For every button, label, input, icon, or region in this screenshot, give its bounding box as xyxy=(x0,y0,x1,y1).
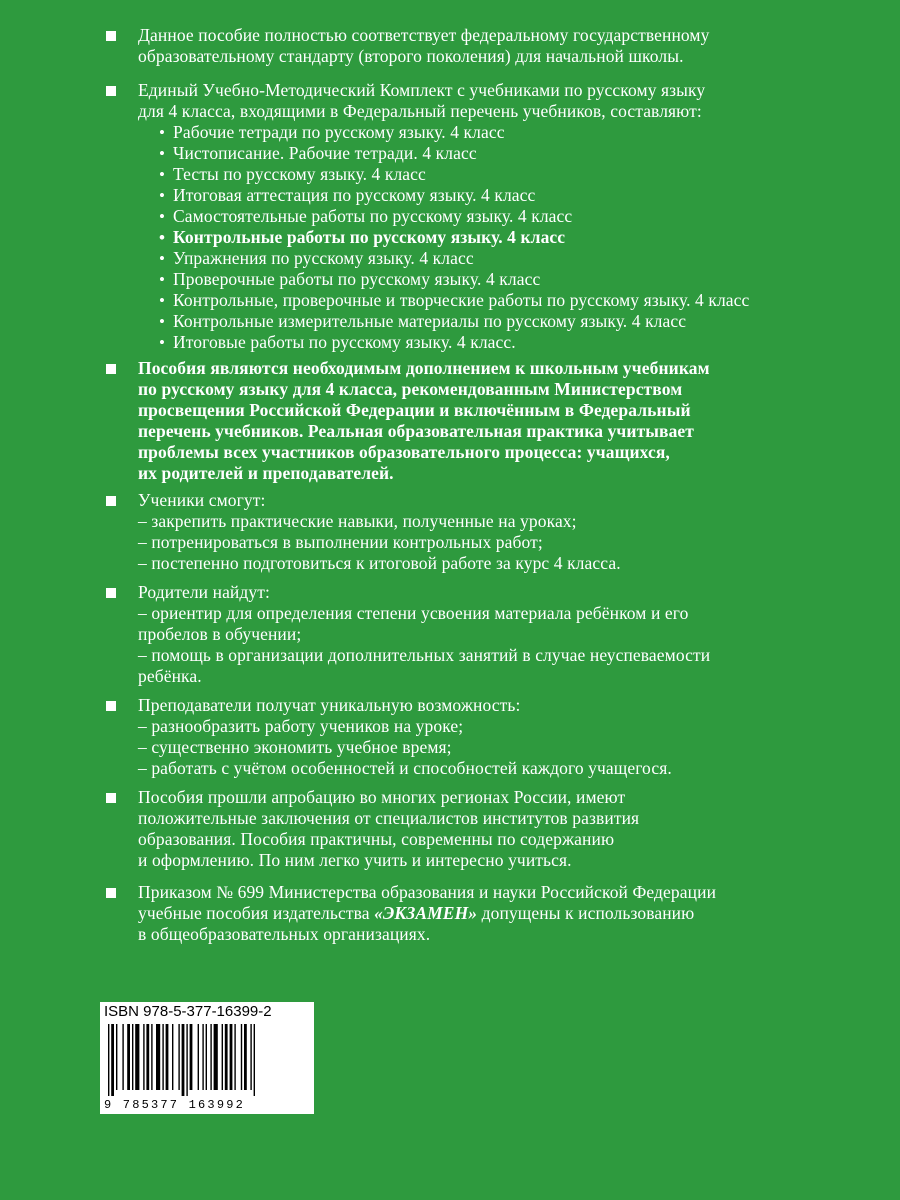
s3-line-6: их родителей и преподавателей. xyxy=(138,463,394,483)
bullet-dot: • xyxy=(159,249,166,268)
barcode-bar xyxy=(166,1024,169,1090)
list-item: • Упражнения по русскому языку. 4 класс xyxy=(159,248,474,268)
bullet-dot: • xyxy=(159,144,166,163)
s3-line-5: проблемы всех участников образовательного процесса: учащихся, xyxy=(138,442,670,462)
s7-line-2: положительные заключения от специалистов институтов развития xyxy=(138,808,640,828)
barcode-bar xyxy=(222,1024,223,1090)
s5-line-4: – помощь в организации дополнительных занятий в случае неуспеваемости xyxy=(138,645,711,665)
bullet-dot: • xyxy=(159,228,166,247)
barcode-bar xyxy=(178,1024,179,1090)
s6-line-3: – существенно экономить учебное время; xyxy=(138,737,452,757)
s5-line-2: – ориентир для определения степени усвоения материала ребёнком и его xyxy=(138,603,689,623)
bullet-square xyxy=(106,888,116,898)
s7-line-4: и оформлению. По ним легко учить и интересно учиться. xyxy=(138,850,572,870)
barcode-bar xyxy=(244,1024,247,1090)
bullet-dot: • xyxy=(159,291,166,310)
barcode-bar xyxy=(143,1024,144,1090)
bullet-dot: • xyxy=(159,312,166,331)
s4-line-3: – потренироваться в выполнении контрольных работ; xyxy=(138,532,543,552)
barcode-bar xyxy=(225,1024,228,1090)
barcode-bar xyxy=(202,1024,203,1090)
s2-intro-1: Единый Учебно-Методический Комплект с учебниками по русскому языку xyxy=(138,80,706,100)
s1-line-2: образовательному стандарту (второго поколения) для начальной школы. xyxy=(138,46,684,66)
s6-line-4: – работать с учётом особенностей и способностей каждого учащегося. xyxy=(138,758,672,778)
s6-line-2: – разнообразить работу учеников на уроке; xyxy=(138,716,464,736)
s8-line-3: в общеобразовательных организациях. xyxy=(138,924,431,944)
s4-line-2: – закрепить практические навыки, полученные на уроках; xyxy=(138,511,577,531)
bullet-dot: • xyxy=(159,165,166,184)
s5-line-5: ребёнка. xyxy=(138,666,202,686)
list-item: • Самостоятельные работы по русскому языку. 4 класс xyxy=(159,206,573,226)
list-item: • Рабочие тетради по русскому языку. 4 класс xyxy=(159,122,505,142)
barcode-bar xyxy=(146,1024,149,1090)
s3-line-4: перечень учебников. Реальная образовательная практика учитывает xyxy=(138,421,694,441)
barcode-icon xyxy=(106,1024,306,1096)
list-item: • Чистописание. Рабочие тетради. 4 класс xyxy=(159,143,477,163)
s4-line-1: Ученики смогут: xyxy=(138,490,266,510)
list-item: • Итоговая аттестация по русскому языку. 4 класс xyxy=(159,185,536,205)
barcode-bar xyxy=(254,1024,255,1096)
list-item: • Контрольные измерительные материалы по русскому языку. 4 класс xyxy=(159,311,687,331)
barcode-bar xyxy=(241,1024,242,1090)
bullet-dot: • xyxy=(159,207,166,226)
bullet-dot: • xyxy=(159,123,166,142)
barcode-bar xyxy=(108,1024,109,1096)
barcode-bar xyxy=(182,1024,185,1096)
s5-line-1: Родители найдут: xyxy=(138,582,270,602)
barcode-bar xyxy=(210,1024,211,1090)
bullet-square xyxy=(106,364,116,374)
barcode-bar xyxy=(151,1024,152,1090)
s8-line-2: учебные пособия издательства «ЭКЗАМЕН» допущены к использованию xyxy=(138,903,695,923)
list-item: • Проверочные работы по русскому языку. 4 класс xyxy=(159,269,541,289)
barcode-bar xyxy=(230,1024,233,1090)
s3-line-2: по русскому языку для 4 класса, рекомендованным Министерством xyxy=(138,379,683,399)
bullet-square xyxy=(106,701,116,711)
barcode-bar xyxy=(198,1024,199,1090)
s1-line-1: Данное пособие полностью соответствует федеральному государственному xyxy=(138,25,710,45)
s5-line-3: пробелов в обучении; xyxy=(138,624,302,644)
barcode-bar xyxy=(127,1024,130,1090)
bullet-dot: • xyxy=(159,186,166,205)
s8-line-1: Приказом № 699 Министерства образования и науки Российской Федерации xyxy=(138,882,717,902)
barcode-bar xyxy=(172,1024,173,1090)
s7-line-1: Пособия прошли апробацию во многих регионах России, имеют xyxy=(138,787,626,807)
bullet-square xyxy=(106,31,116,41)
barcode-bar xyxy=(214,1024,218,1090)
bullet-dot: • xyxy=(159,270,166,289)
barcode-bar xyxy=(206,1024,207,1090)
list-item-highlighted: • Контрольные работы по русскому языку. 4 класс xyxy=(159,227,566,247)
s4-line-4: – постепенно подготовиться к итоговой работе за курс 4 класса. xyxy=(138,553,621,573)
bullet-square xyxy=(106,793,116,803)
bullet-dot: • xyxy=(159,333,166,352)
barcode-bar xyxy=(122,1024,123,1090)
list-item: • Итоговые работы по русскому языку. 4 класс. xyxy=(159,332,516,352)
bullet-square xyxy=(106,86,116,96)
s2-intro-2: для 4 класса, входящими в Федеральный перечень учебников, составляют: xyxy=(138,101,702,121)
list-item: • Контрольные, проверочные и творческие работы по русскому языку. 4 класс xyxy=(159,290,750,310)
s3-line-1: Пособия являются необходимым дополнением к школьным учебникам xyxy=(138,358,710,378)
bullet-square xyxy=(106,496,116,506)
barcode-bar xyxy=(250,1024,251,1090)
barcode-bar xyxy=(190,1024,193,1090)
publisher-brand: «ЭКЗАМЕН» xyxy=(374,903,478,923)
barcode-bar xyxy=(186,1024,187,1096)
barcode-bar xyxy=(111,1024,114,1096)
isbn-barcode-box xyxy=(100,1002,314,1114)
s3-line-3: просвещения Российской Федерации и включённым в Федеральный xyxy=(138,400,691,420)
bullet-square xyxy=(106,588,116,598)
barcode-bar xyxy=(135,1024,139,1090)
s6-line-1: Преподаватели получат уникальную возможность: xyxy=(138,695,521,715)
barcode-bar xyxy=(162,1024,163,1090)
barcode-digits: 9 785377 163992 xyxy=(104,1098,246,1112)
isbn-label: ISBN 978-5-377-16399-2 xyxy=(104,1003,272,1020)
s7-line-3: образования. Пособия практичны, современны по содержанию xyxy=(138,829,615,849)
barcode-bar xyxy=(132,1024,133,1090)
barcode-bar xyxy=(116,1024,117,1090)
barcode-bar xyxy=(234,1024,235,1090)
barcode-bar xyxy=(156,1024,160,1090)
list-item: • Тесты по русскому языку. 4 класс xyxy=(159,164,426,184)
